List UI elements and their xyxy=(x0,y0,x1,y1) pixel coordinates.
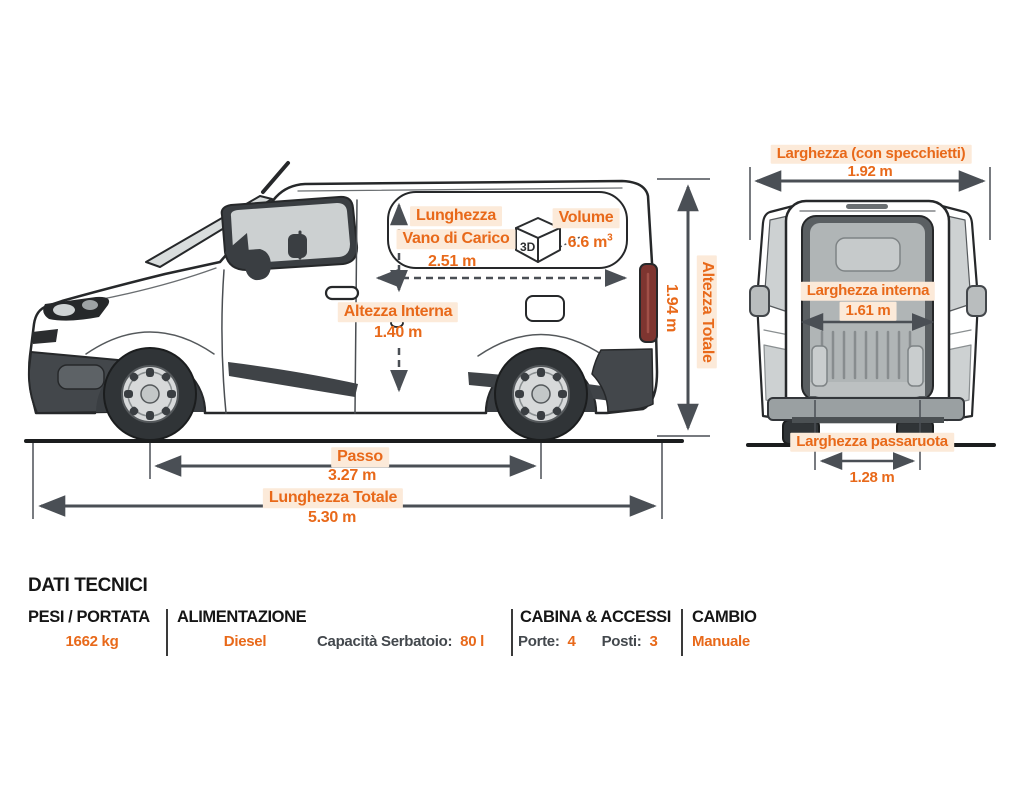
total-height-value: 1.94 m xyxy=(662,283,680,333)
divider-3 xyxy=(681,609,683,656)
doors-label: Porte: xyxy=(518,633,560,650)
payload-value: 1662 kg xyxy=(65,633,119,650)
cargo-length-label-line2: Vano di Carico xyxy=(397,229,516,249)
door-handle xyxy=(326,287,358,299)
wheelarch-width-value: 1.28 m xyxy=(849,468,895,486)
total-length-label: Lunghezza Totale xyxy=(263,488,403,508)
internal-height-value: 1.40 m xyxy=(373,324,423,342)
antenna xyxy=(263,163,288,192)
gearbox-header: CAMBIO xyxy=(692,608,757,626)
divider-1 xyxy=(166,609,168,656)
rear-bumper xyxy=(768,398,964,420)
wheel-housing-right xyxy=(908,346,923,386)
volume-value-number: 6.6 m xyxy=(567,233,608,251)
cabin-values xyxy=(518,633,658,650)
doors-value: 4 xyxy=(567,633,576,650)
weights-value xyxy=(28,633,156,650)
volume-label: Volume xyxy=(553,208,620,228)
width-mirrors-value: 1.92 m xyxy=(847,162,893,180)
internal-width-value: 1.61 m xyxy=(840,302,897,321)
weights-header: PESI / PORTATA xyxy=(28,608,150,626)
rear-window-panel xyxy=(836,238,900,271)
total-height-label: Altezza Totale xyxy=(697,255,717,368)
wheelbase-value: 3.27 m xyxy=(327,467,377,485)
internal-height-label: Altezza Interna xyxy=(338,302,458,322)
side-mirror xyxy=(245,249,271,280)
volume-exponent: 3 xyxy=(607,232,613,244)
internal-width-label: Larghezza interna xyxy=(801,282,935,301)
gearbox-value-row xyxy=(692,633,750,650)
cabin-header: CABINA & ACCESSI xyxy=(520,608,671,626)
divider-2 xyxy=(511,609,513,656)
rear-wheel xyxy=(495,348,587,440)
mirror-left xyxy=(750,286,769,316)
total-length-value: 5.30 m xyxy=(307,509,357,527)
cargo-length-label-line1: Lunghezza xyxy=(410,206,502,226)
front-wheel xyxy=(104,348,196,440)
tech-data-title: DATI TECNICI xyxy=(28,575,148,596)
mirror-right xyxy=(967,286,986,316)
fuel-filler-door xyxy=(526,296,564,321)
gearbox-value: Manuale xyxy=(692,633,750,650)
seats-value: 3 xyxy=(649,633,658,650)
wheel-housing-left xyxy=(812,346,827,386)
seats-label: Posti: xyxy=(601,633,642,650)
wheelarch-width-label: Larghezza passaruota xyxy=(790,433,954,452)
fuel-header: ALIMENTAZIONE xyxy=(177,608,307,626)
cargo-length-value: 2.51 m xyxy=(427,253,477,271)
volume-value xyxy=(568,233,613,252)
wheelbase-label: Passo xyxy=(331,447,389,467)
cube-3d-text: 3D xyxy=(520,240,536,254)
fuel-type-value: Diesel xyxy=(223,633,267,650)
tank-capacity xyxy=(317,633,484,650)
fuel-type xyxy=(177,633,313,650)
tank-capacity-label: Capacità Serbatoio: xyxy=(317,633,453,650)
tank-capacity-value: 80 l xyxy=(460,633,484,650)
width-mirrors-label: Larghezza (con specchietti) xyxy=(771,145,972,164)
